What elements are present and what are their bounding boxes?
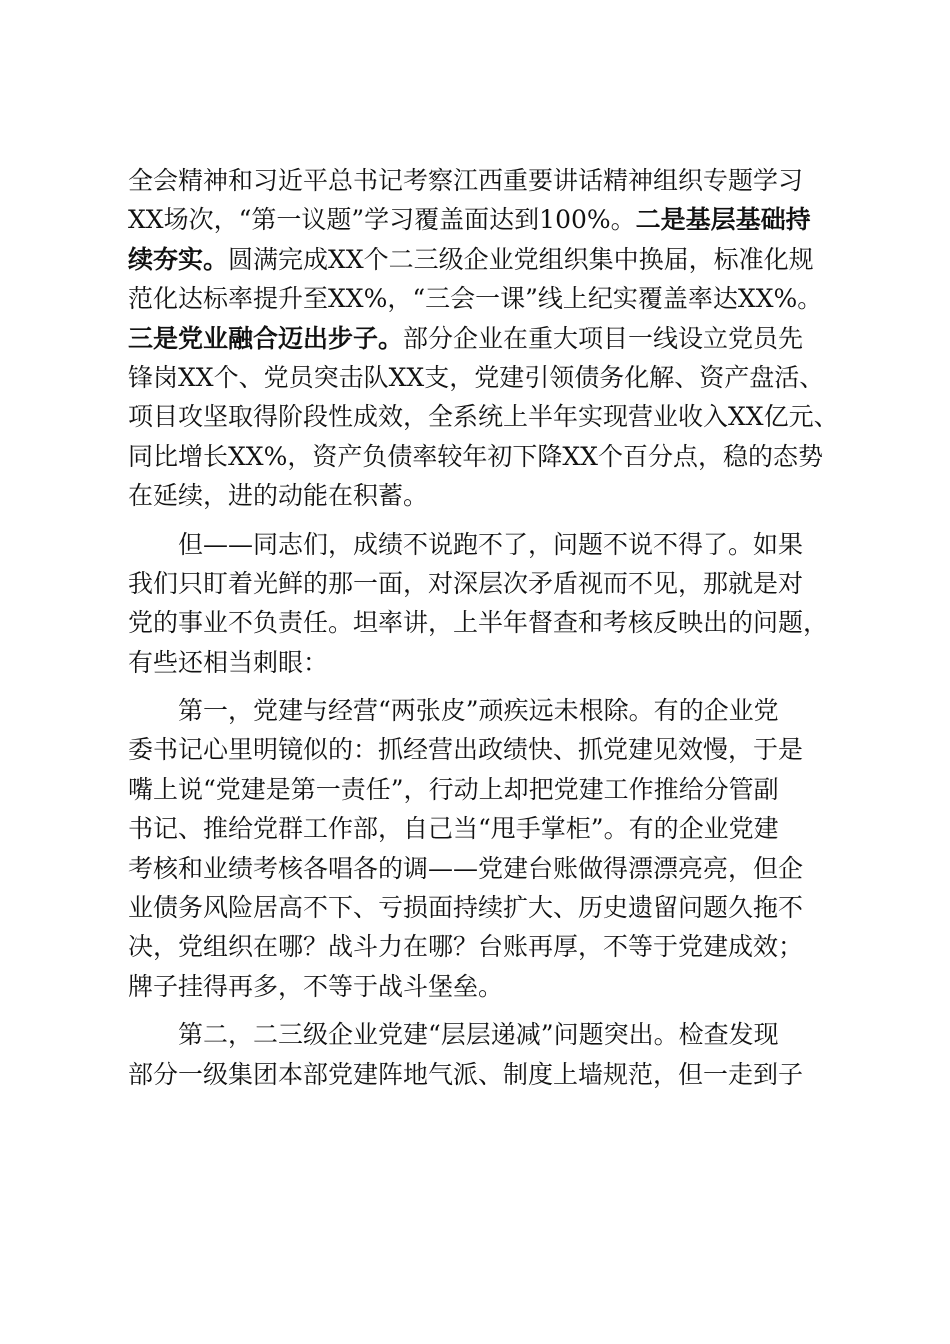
body-text bbox=[128, 161, 868, 1094]
text-line: 决，党组织在哪？战斗力在哪？台账再厚，不等于党建成效； bbox=[128, 932, 804, 962]
text-line: 牌子挂得再多，不等于战斗堡垒。 bbox=[128, 971, 504, 1001]
bold-heading: 续夯实。 bbox=[128, 244, 229, 274]
text-line: 在延续，进的动能在积蓄。 bbox=[128, 481, 429, 511]
text-line: 范化达标率提升至XX%，“三会一课”线上纪实覆盖率达XX%。 bbox=[128, 284, 823, 314]
paragraph-4 bbox=[128, 1015, 868, 1094]
text-line: 全会精神和习近平总书记考察江西重要讲话精神组织专题学习 bbox=[128, 166, 804, 195]
paragraph-3 bbox=[128, 691, 868, 1006]
paragraph-1 bbox=[128, 161, 868, 516]
text-line: XX场次，“第一议题”学习覆盖面达到100%。二是基层基础持 bbox=[128, 205, 811, 235]
text-line: 有些还相当刺眼： bbox=[128, 647, 329, 677]
text-line: 第一，党建与经营“两张皮”顽疾远未根除。有的企业党 bbox=[178, 696, 779, 726]
text-line: 委书记心里明镜似的：抓经营出政绩快、抓党建见效慢，于是 bbox=[128, 735, 804, 765]
text-line: 部分一级集团本部党建阵地气派、制度上墙规范，但一走到子 bbox=[128, 1059, 804, 1089]
text-line: 但——同志们，成绩不说跑不了，问题不说不得了。如果 bbox=[178, 529, 804, 559]
text-line: 同比增长XX%，资产负债率较年初下降XX个百分点，稳的态势 bbox=[128, 441, 823, 471]
text-line: 续夯实。圆满完成XX个二三级企业党组织集中换届，标准化规 bbox=[128, 244, 814, 274]
text-line: 第二，二三级企业党建“层层递减”问题突出。检查发现 bbox=[178, 1020, 779, 1050]
bold-heading: 二是基层基础持 bbox=[635, 205, 811, 235]
bold-heading: 三是党业融合迈出步子。 bbox=[128, 323, 404, 353]
text-line: 业债务风险居高不下、亏损面持续扩大、历史遗留问题久拖不 bbox=[128, 893, 804, 923]
text-line: 三是党业融合迈出步子。部分企业在重大项目一线设立党员先 bbox=[128, 323, 804, 353]
text-line: 锋岗XX个、党员突击队XX支，党建引领债务化解、资产盘活、 bbox=[128, 362, 825, 392]
text-line: 我们只盯着光鲜的那一面，对深层次矛盾视而不见，那就是对 bbox=[128, 568, 804, 598]
text-line: 嘴上说“党建是第一责任”，行动上却把党建工作推给分管副 bbox=[128, 774, 779, 804]
paragraph-2 bbox=[128, 525, 868, 683]
text-line: 书记、推给党群工作部，自己当“甩手掌柜”。有的企业党建 bbox=[128, 814, 779, 844]
text-line: 考核和业绩考核各唱各的调——党建台账做得漂漂亮亮，但企 bbox=[128, 853, 804, 883]
text-line: 项目攻坚取得阶段性成效，全系统上半年实现营业收入XX亿元、 bbox=[128, 402, 839, 432]
text-line: 党的事业不负责任。坦率讲，上半年督查和考核反映出的问题， bbox=[128, 608, 829, 638]
